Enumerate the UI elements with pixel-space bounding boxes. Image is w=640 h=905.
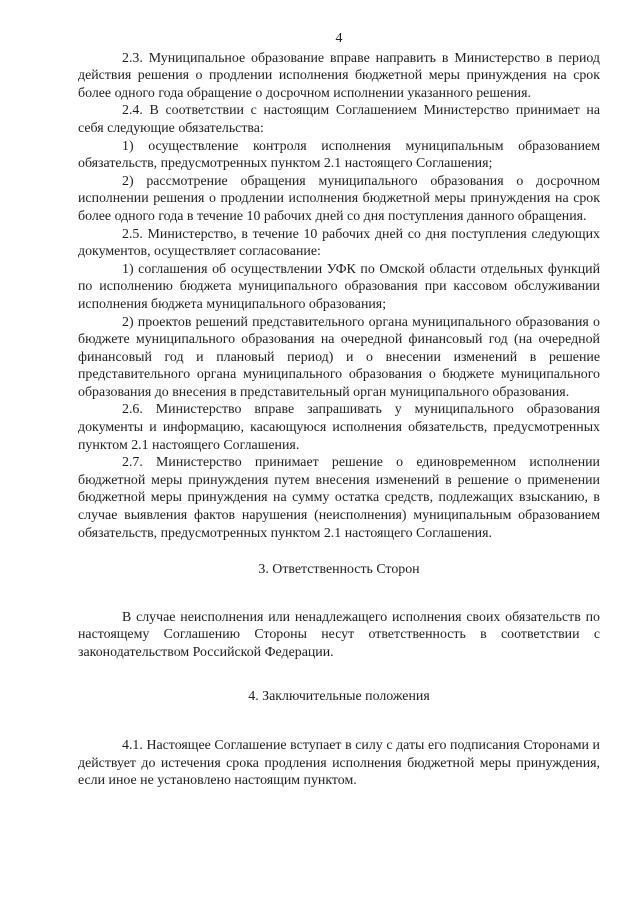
paragraph-2-4-item-1: 1) осуществление контроля исполнения муниципальным образованием обязательств, предусмотренных пунктом 2.1 настоящего Соглашения; xyxy=(78,138,600,172)
paragraph-2-5: 2.5. Министерство, в течение 10 рабочих дней со дня поступления следующих документов, осуществляет согласование: xyxy=(78,226,600,260)
paragraph-2-6: 2.6. Министерство вправе запрашивать у муниципального образования документы и информацию, касающуюся исполнения обязательств, предусмотренных пунктом 2.1 настоящего Соглашения. xyxy=(78,402,600,453)
spacer xyxy=(78,705,600,737)
paragraph-2-5-item-1: 1) соглашения об осуществлении УФК по Омской области отдельных функций по исполнению бюджета муниципального образования при кассовом обслуживании исполнения бюджета муниципального образования; xyxy=(78,261,600,312)
paragraph-2-4: 2.4. В соответствии с настоящим Соглашением Министерство принимает на себя следующие обязательства: xyxy=(78,103,600,136)
section-4-heading: 4. Заключительные положения xyxy=(248,688,430,704)
paragraph-2-4-item-2: 2) рассмотрение обращения муниципального образования о досрочном исполнении решения о продлении исполнения бюджетной меры принуждения на срок более одного года в течение 10 рабочих дней со дня поступления данного обращения. xyxy=(78,173,600,224)
section-3-heading: 3. Ответственность Сторон xyxy=(258,562,420,578)
paragraph-2-5-item-2: 2) проектов решений представительного органа муниципального образования о бюджете муниципального образования на очередной финансовый год (на очередной финансовый год и плановый период) и о внесении изменений в решение представительного органа муниципального образования о бюджете муниципального образования до внесения в представительный орган муниципального образования. xyxy=(78,314,600,400)
section-3-text: В случае неисполнения или ненадлежащего исполнения своих обязательств по настоящему Соглашению Стороны несут ответственность в соответствии с законодательством Российской Федерации. xyxy=(78,609,600,660)
paragraph-2-3: 2.3. Муниципальное образование вправе направить в Министерство в период действия решения о продлении исполнения бюджетной меры принуждения на срок более одного года обращение о досрочном исполнении указанного решения. xyxy=(78,50,600,101)
spacer xyxy=(78,542,600,561)
page-number: 4 xyxy=(335,31,343,46)
section-4-text: 4.1. Настоящее Соглашение вступает в силу с даты его подписания Сторонами и действует до истечения срока продления исполнения бюджетной меры принуждения, если иное не установлено настоящим пунктом. xyxy=(78,738,600,789)
paragraph-2-7: 2.7. Министерство принимает решение о единовременном исполнении бюджетной меры принуждения путем внесения изменений в решение о применении бюджетной меры принуждения на сумму остатка средств, подлежащих взысканию, в случае выявления фактов нарушения (неисполнения) муниципальным образованием обязательств, предусмотренных пунктом 2.1 настоящего Соглашения. xyxy=(78,455,600,541)
spacer xyxy=(78,579,600,609)
spacer xyxy=(78,662,600,688)
